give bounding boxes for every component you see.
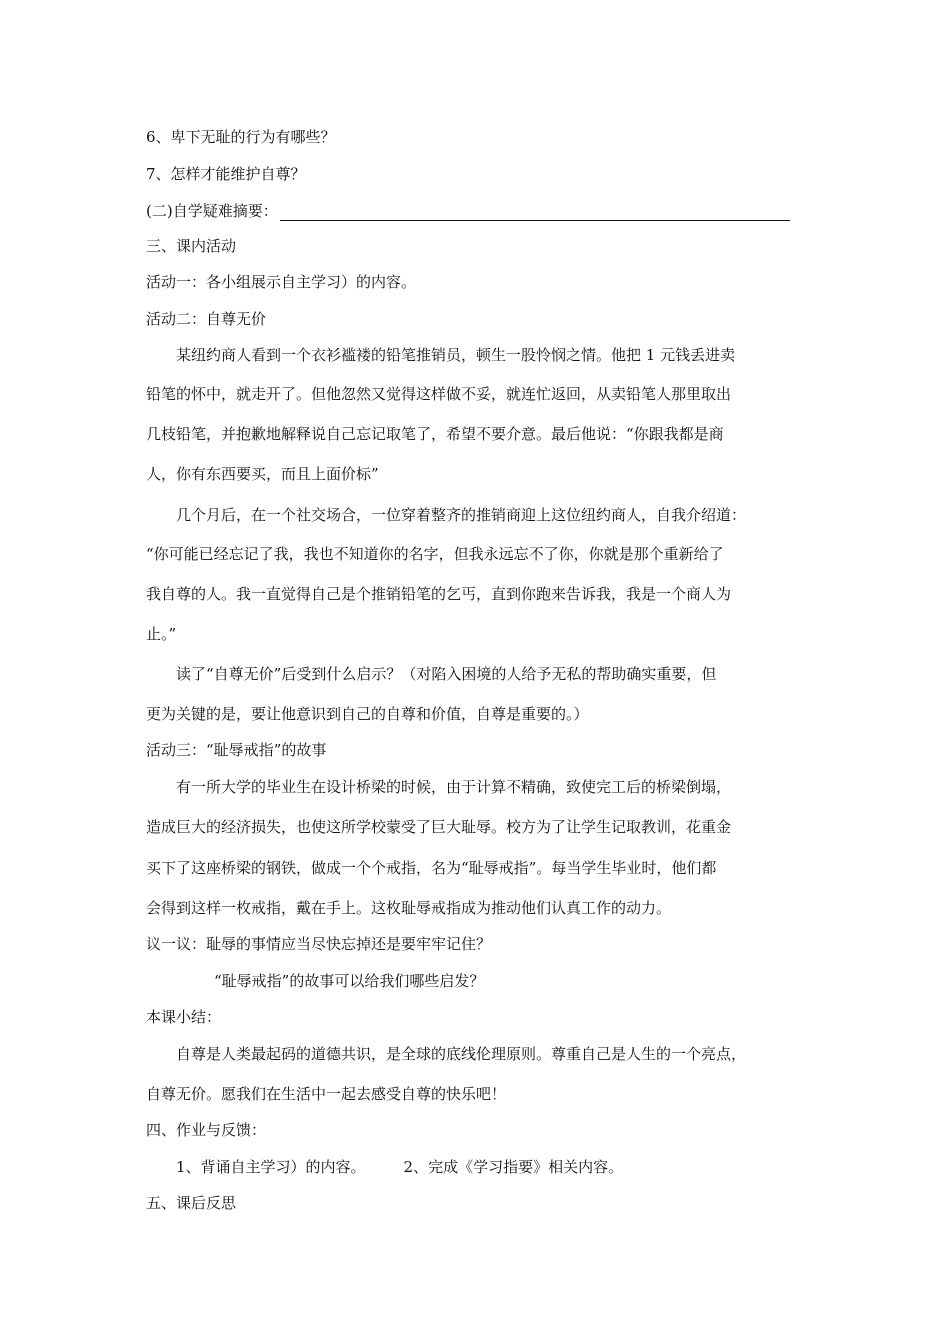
section5-heading: 五、课后反思 xyxy=(146,1194,237,1212)
reflection-line: 更为关键的是，要让他意识到自己的自尊和价值，自尊是重要的。） xyxy=(146,705,589,723)
difficulty-summary-row xyxy=(146,201,790,221)
difficulty-summary-label: (二)自学疑难摘要： xyxy=(146,202,278,220)
homework-task-2: 2、完成《学习指要》相关内容。 xyxy=(403,1158,624,1176)
story2-line: 止。” xyxy=(146,625,177,643)
activity3-title: 活动三：“耻辱戒指”的故事 xyxy=(146,741,327,759)
question-7: 7、怎样才能维护自尊？ xyxy=(146,165,306,183)
activity2-title: 活动二：自尊无价 xyxy=(146,310,267,328)
question-6: 6、卑下无耻的行为有哪些？ xyxy=(146,128,336,146)
story3-line: 会得到这样一枚戒指，戴在手上。这枚耻辱戒指成为推动他们认真工作的动力。 xyxy=(146,899,672,917)
reflection-line: 读了“自尊无价”后受到什么启示？（对陷入困境的人给予无私的帮助确实重要，但 xyxy=(176,665,717,683)
homework-task-1: 1、背诵自主学习）的内容。 xyxy=(176,1158,366,1176)
section4-heading: 四、作业与反馈： xyxy=(146,1121,267,1139)
story1-line: 人，你有东西要买，而且上面价标” xyxy=(146,465,379,483)
discussion-question-2: “耻辱戒指”的故事可以给我们哪些启发？ xyxy=(214,972,485,990)
discussion-question-1: 议一议：耻辱的事情应当尽快忘掉还是要牢牢记住？ xyxy=(146,935,492,953)
story3-line: 有一所大学的毕业生在设计桥梁的时候，由于计算不精确，致使完工后的桥梁倒塌， xyxy=(176,778,732,796)
summary-line: 自尊无价。愿我们在生活中一起去感受自尊的快乐吧！ xyxy=(146,1085,507,1103)
story2-line: “你可能已经忘记了我，我也不知道你的名字，但我永远忘不了你，你就是那个重新给了 xyxy=(146,545,724,563)
story2-line: 几个月后，在一个社交场合，一位穿着整齐的推销商迎上这位纽约商人，自我介绍道： xyxy=(176,506,747,524)
section3-heading: 三、课内活动 xyxy=(146,237,237,255)
story1-line: 铅笔的怀中，就走开了。但他忽然又觉得这样做不妥，就连忙返回，从卖铅笔人那里取出 xyxy=(146,385,732,403)
summary-line: 自尊是人类最起码的道德共识，是全球的底线伦理原则。尊重自己是人生的一个亮点， xyxy=(176,1045,747,1063)
story1-line: 某纽约商人看到一个衣衫褴褛的铅笔推销员，顿生一股怜悯之情。他把 1 元钱丢进卖 xyxy=(176,346,736,364)
story2-line: 我自尊的人。我一直觉得自己是个推销铅笔的乞丐，直到你跑来告诉我，我是一个商人为 xyxy=(146,585,732,603)
story1-line: 几枝铅笔，并抱歉地解释说自己忘记取笔了，希望不要介意。最后他说：“你跟我都是商 xyxy=(146,425,724,443)
answer-blank-line xyxy=(280,206,790,221)
story3-line: 造成巨大的经济损失，也使这所学校蒙受了巨大耻辱。校方为了让学生记取教训，花重金 xyxy=(146,818,732,836)
homework-row xyxy=(176,1157,623,1177)
activity1-line: 活动一：各小组展示自主学习）的内容。 xyxy=(146,273,417,291)
summary-title: 本课小结： xyxy=(146,1008,222,1026)
story3-line: 买下了这座桥梁的钢铁，做成一个个戒指，名为“耻辱戒指”。每当学生毕业时，他们都 xyxy=(146,859,717,877)
